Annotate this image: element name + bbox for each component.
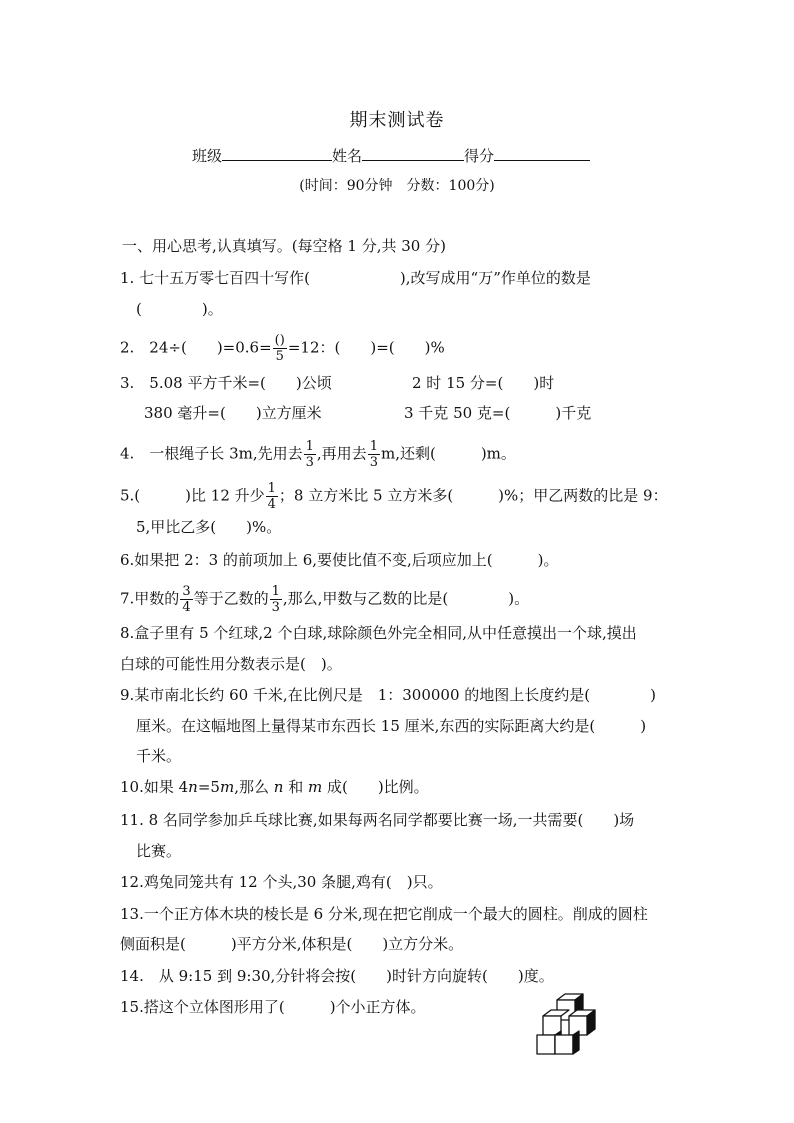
- fraction: [368, 440, 380, 469]
- fraction-denominator: 4: [182, 600, 191, 615]
- question-5-line-2: 5,甲比乙多( )%。: [136, 518, 282, 536]
- stacked-cubes-icon: [531, 992, 601, 1056]
- question-5-line-1: [120, 482, 668, 511]
- exam-subtitle: (时间：90分钟 分数：100分): [299, 178, 495, 194]
- question-5-text-b: ；8 立方米比 5 立方米多( )%；甲乙两数的比是 9：: [278, 486, 668, 505]
- question-8-line-2: 白球的可能性用分数表示是( )。: [120, 655, 342, 673]
- fraction-numerator: 1: [267, 481, 276, 496]
- fraction-numerator: (): [274, 333, 285, 348]
- score-blank[interactable]: [494, 146, 590, 161]
- name-blank[interactable]: [362, 146, 464, 161]
- question-14: 14. 从 9:15 到 9:30,分针将会按( )时针方向旋转( )度。: [120, 967, 554, 985]
- student-info-line: [192, 145, 590, 166]
- question-11-line-2: 比赛。: [136, 842, 182, 860]
- fraction-numerator: 1: [369, 439, 378, 454]
- question-12: 12.鸡兔同笼共有 12 个头,30 条腿,鸡有( )只。: [120, 873, 443, 891]
- question-9-line-1: 9.某市南北长约 60 千米,在比例尺是 1：300000 的地图上长度约是( ): [120, 686, 656, 704]
- name-label: 姓名: [332, 147, 363, 165]
- question-11-line-1: 11. 8 名同学参加乒乓球比赛,如果每两名同学都要比赛一场,一共需要( )场: [120, 811, 635, 829]
- fraction-denominator: 3: [369, 455, 378, 470]
- question-2-text-b: =12：( )=( )%: [287, 338, 445, 357]
- question-8-line-1: 8.盒子里有 5 个红球,2 个白球,球除颜色外完全相同,从中任意摸出一个球,摸出: [120, 624, 637, 642]
- question-1-line-2: ( )。: [136, 300, 223, 318]
- question-13-line-2: 侧面积是( )平方分米,体积是( )立方分米。: [120, 935, 464, 953]
- question-1-line-1: 1. 七十五万零七百四十写作( ),改写成用“万”作单位的数是: [120, 269, 591, 287]
- question-4: [120, 440, 516, 469]
- question-7-text-a: 7.甲数的: [120, 589, 180, 608]
- question-4-text-c: m,还剩( )m。: [380, 444, 516, 463]
- question-13-line-1: 13.一个正方体木块的棱长是 6 分米,现在把它削成一个最大的圆柱。削成的圆柱: [120, 905, 648, 923]
- question-6: 6.如果把 2：3 的前项加上 6,要使比值不变,后项应加上( )。: [120, 551, 559, 569]
- question-10-text-mid-1: =5: [197, 778, 220, 796]
- fraction-denominator: 5: [275, 349, 284, 364]
- question-10-text-mid-2: ,那么: [234, 778, 274, 796]
- variable-m: m: [219, 778, 235, 796]
- question-2: [120, 334, 445, 363]
- question-7-text-c: ,那么,甲数与乙数的比是( )。: [282, 589, 530, 608]
- question-3-item-1: 3. 5.08 平方千米=( )公顷: [120, 374, 332, 392]
- question-5-text-a: 5.( )比 12 升少: [120, 486, 265, 505]
- question-7-text-b: 等于乙数的: [193, 589, 269, 608]
- fraction-denominator: 4: [267, 497, 276, 512]
- variable-m: m: [307, 778, 323, 796]
- question-4-text-b: ,再用去: [316, 444, 367, 463]
- fraction-numerator: 1: [271, 584, 280, 599]
- question-9-line-3: 千米。: [136, 747, 182, 765]
- question-10: [120, 777, 429, 797]
- variable-n: n: [273, 778, 284, 796]
- question-3-item-2: 2 时 15 分=( )时: [412, 374, 555, 392]
- fraction: [266, 482, 278, 511]
- section-heading: 一、用心思考,认真填写。(每空格 1 分,共 30 分): [122, 237, 446, 255]
- fraction: [273, 334, 287, 363]
- fraction-denominator: 3: [305, 455, 314, 470]
- class-blank[interactable]: [222, 146, 332, 161]
- question-7: [120, 585, 529, 614]
- question-10-text-pre: 10.如果 4: [120, 778, 189, 796]
- class-label: 班级: [192, 147, 223, 165]
- fraction-denominator: 3: [271, 600, 280, 615]
- fraction-numerator: 1: [305, 439, 314, 454]
- question-3-item-4: 3 千克 50 克=( )千克: [404, 404, 592, 422]
- question-10-text-post: 成( )比例。: [322, 778, 429, 796]
- question-3-item-3: 380 毫升=( )立方厘米: [144, 404, 322, 422]
- fraction: [304, 440, 316, 469]
- variable-n: n: [188, 778, 198, 796]
- question-4-text-a: 4. 一根绳子长 3m,先用去: [120, 444, 303, 463]
- fraction: [180, 585, 192, 614]
- question-15: 15.搭这个立体图形用了( )个小正方体。: [120, 998, 426, 1016]
- page-title: 期末测试卷: [349, 110, 445, 131]
- question-2-text-a: 2. 24÷( )=0.6=: [120, 338, 272, 357]
- fraction-numerator: 3: [182, 584, 191, 599]
- question-9-line-2: 厘米。在这幅地图上量得某市东西长 15 厘米,东西的实际距离大约是( ): [136, 717, 647, 735]
- fraction: [270, 585, 282, 614]
- question-10-text-mid-3: 和: [283, 778, 308, 796]
- score-label: 得分: [464, 147, 495, 165]
